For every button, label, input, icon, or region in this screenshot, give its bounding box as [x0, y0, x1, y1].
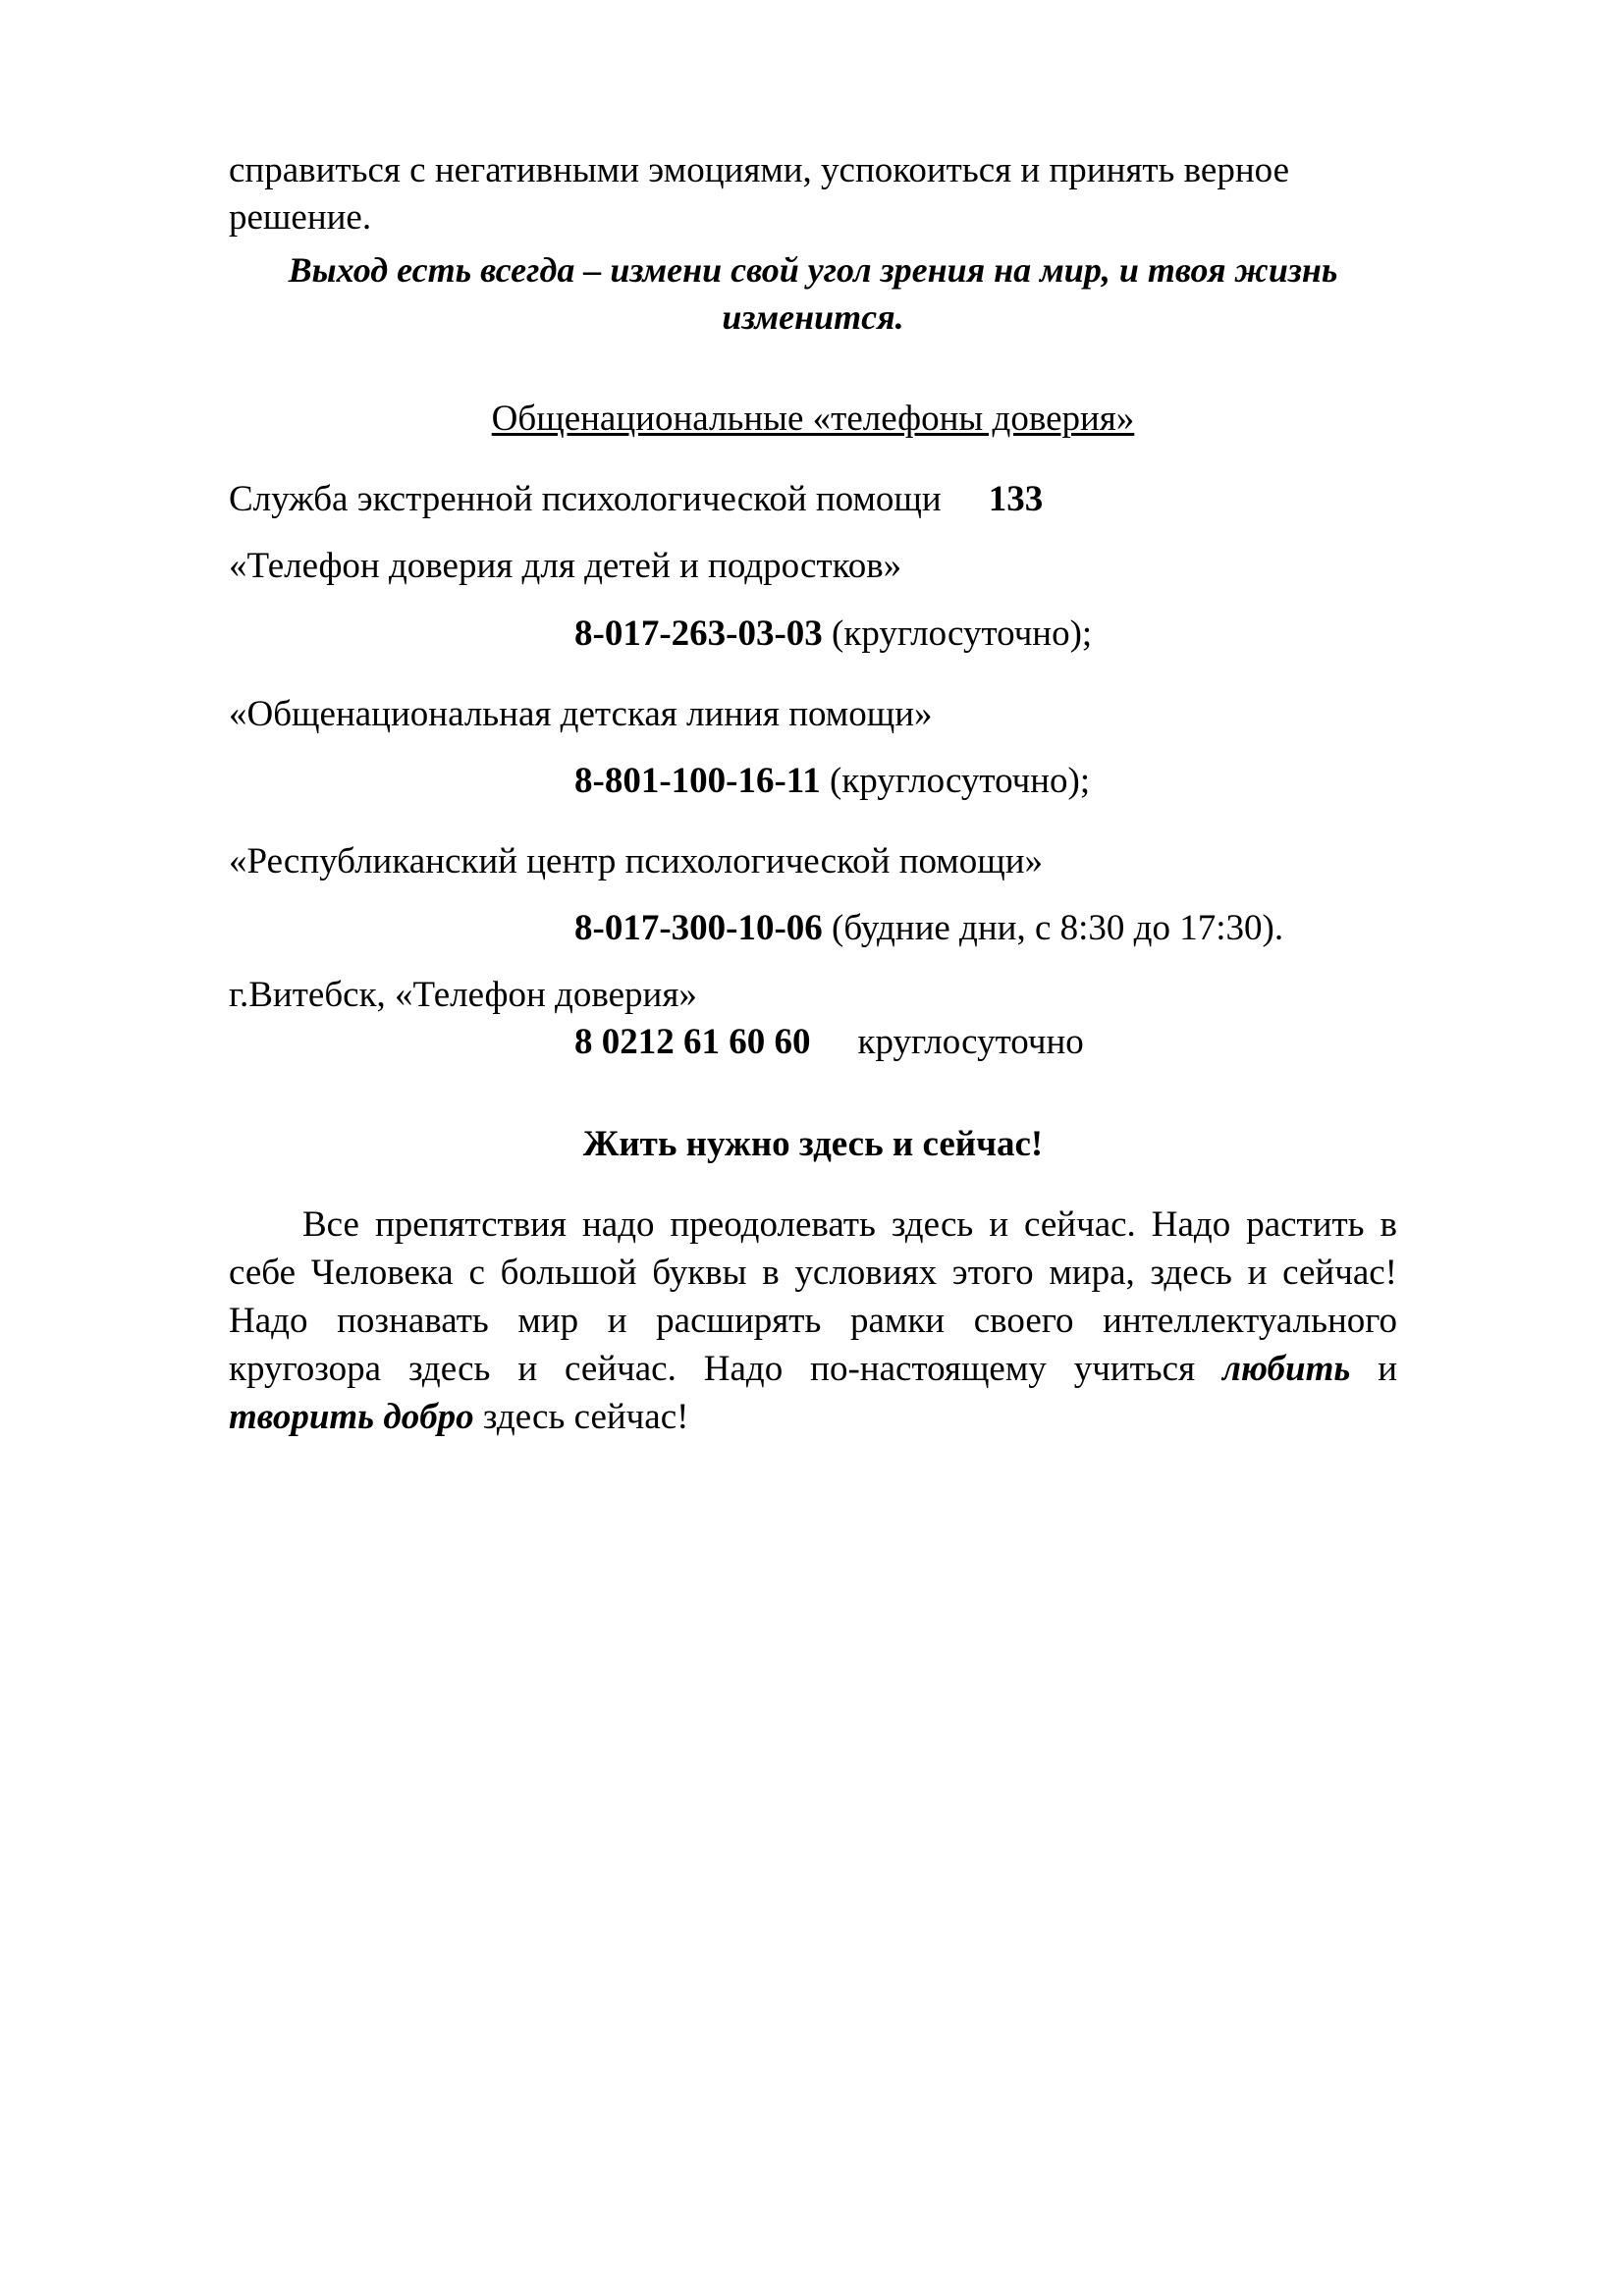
spacer: [229, 952, 1397, 972]
hotline-phone-row-0: [229, 611, 1397, 658]
local-hotline-number: 8 0212 61 60 60: [574, 1022, 811, 1063]
spacer: [229, 443, 1397, 476]
hotline-phone-row-2: [229, 905, 1397, 952]
spacer: [229, 341, 1397, 396]
spacer: [229, 523, 1397, 543]
local-hotline-name: г.Витебск, «Телефон доверия»: [229, 974, 697, 1015]
spacer: [229, 885, 1397, 905]
slogan-text: Выход есть всегда – измени свой угол зрения на мир, и твоя жизнь изменится.: [288, 250, 1338, 337]
spacer: [229, 738, 1397, 758]
local-hotline-phone-row: [229, 1019, 1397, 1066]
hotline-name-2: «Республиканский центр психологической помощи»: [229, 840, 1044, 881]
document-body: [229, 147, 1397, 1441]
spacer: [229, 658, 1397, 691]
hotline-number-0: 8-017-263-03-03: [574, 613, 823, 654]
closing-paragraph: [229, 1201, 1397, 1441]
hotline-number-1: 8-801-100-16-11: [574, 760, 821, 801]
spacer: [229, 591, 1397, 611]
closing-paragraph-emphasis-lyubit: любить: [1222, 1348, 1351, 1389]
hotline-note-2: (будние дни, с 8:30 до 17:30).: [832, 907, 1284, 948]
hotline-note-1: (круглосуточно);: [830, 760, 1091, 801]
hotline-note-0: (круглосуточно);: [832, 613, 1093, 654]
closing-paragraph-part2: и: [1350, 1348, 1397, 1389]
spacer: [229, 1168, 1397, 1201]
closing-heading: Жить нужно здесь и сейчас!: [582, 1124, 1044, 1165]
emergency-service-number: 133: [988, 479, 1044, 520]
closing-paragraph-part3: здесь сейчас!: [473, 1396, 689, 1437]
spacer: [229, 1066, 1397, 1121]
closing-paragraph-part1: Все препятствия надо преодолевать здесь и сейчас. Надо растить в себе Человека с большой буквы в условиях этого мира, здесь и сейчас! Надо познавать мир и расширять рамки своего интеллектуального кругозора здесь и сейчас. Надо по-настоящему учиться: [229, 1204, 1397, 1389]
spacer: [229, 805, 1397, 838]
hotline-phone-row-1: [229, 758, 1397, 805]
hotline-name-0: «Телефон доверия для детей и подростков»: [229, 546, 902, 587]
hotlines-heading: [229, 396, 1397, 443]
local-hotline-note: круглосуточно: [857, 1022, 1084, 1063]
emergency-service-label: Служба экстренной психологической помощи: [229, 479, 942, 520]
hotline-name-1: «Общенациональная детская линия помощи»: [229, 693, 933, 734]
closing-paragraph-emphasis-tvorit-dobro: творить добро: [229, 1396, 474, 1437]
intro-paragraph: справиться с негативными эмоциями, успокоиться и принять верное решение.: [229, 150, 1290, 239]
hotline-number-2: 8-017-300-10-06: [574, 907, 823, 948]
emergency-service-row: [229, 476, 1397, 523]
hotlines-heading-text: Общенациональные «телефоны доверия»: [491, 399, 1135, 440]
